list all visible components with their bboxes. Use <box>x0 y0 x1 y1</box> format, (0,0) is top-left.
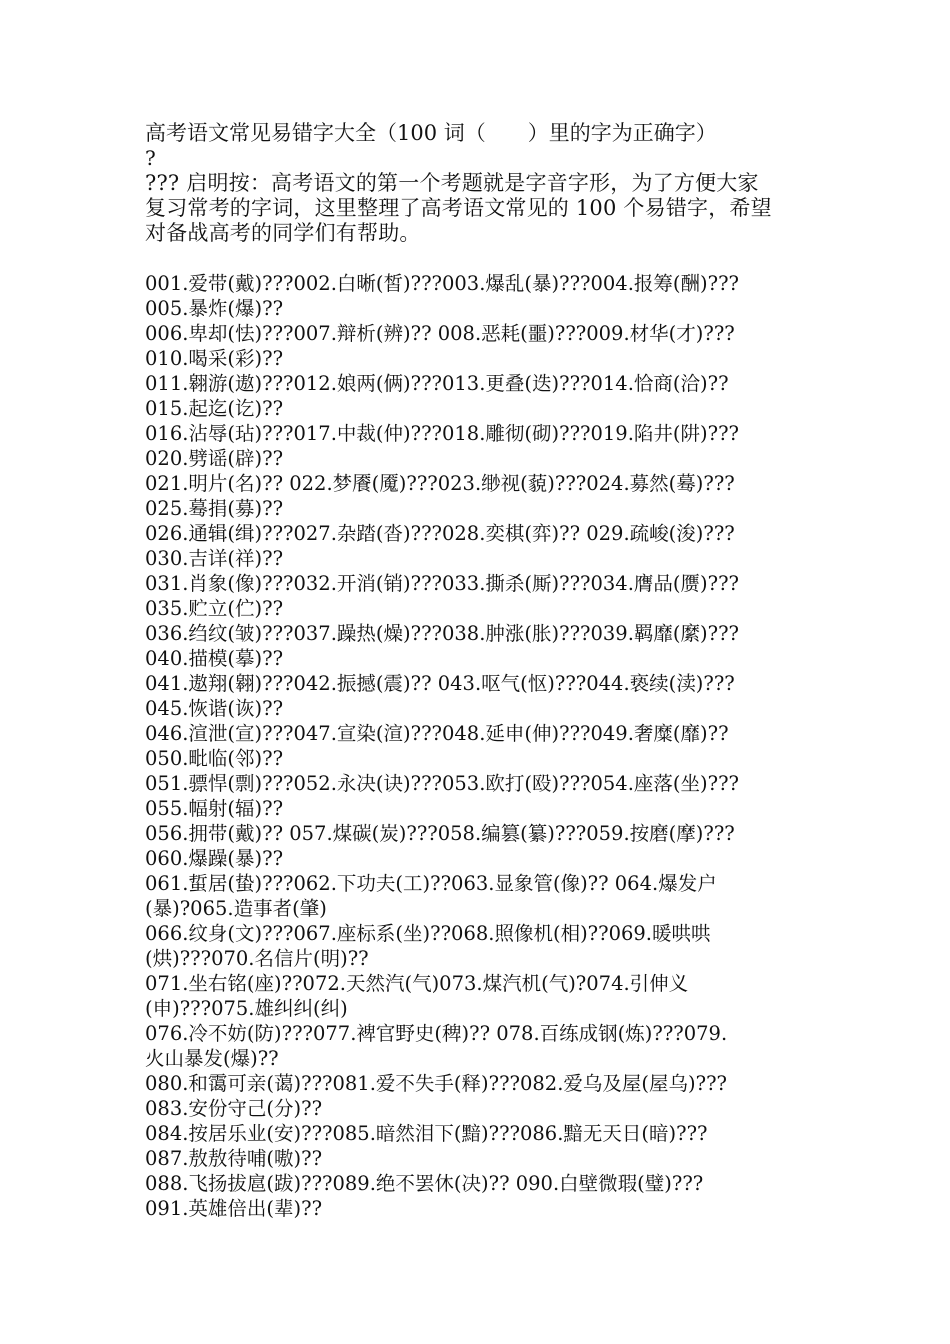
word-list-line: 026.通辑(缉)???027.杂踏(沓)???028.奕棋(弈)?? 029.疏峻(浚)??? <box>145 522 735 545</box>
word-list-line: 021.明片(名)?? 022.梦餍(魇)???023.缈视(藐)???024.募然(蓦)??? <box>145 472 735 495</box>
intro-line: 复习常考的字词，这里整理了高考语文常见的 100 个易错字，希望 <box>145 196 772 220</box>
word-list-line: 011.翱游(遨)???012.娘两(俩)???013.更叠(迭)???014.恰商(洽)?? <box>145 372 729 395</box>
word-list-line: 084.按居乐业(安)???085.暗然泪下(黯)???086.黯无天日(暗)??? <box>145 1122 708 1145</box>
word-list-line: 010.喝采(彩)?? <box>145 347 284 370</box>
word-list-line: 020.劈谣(辟)?? <box>145 447 284 470</box>
word-list-line: 050.毗临(邻)?? <box>145 747 284 770</box>
word-list-line: 056.拥带(戴)?? 057.煤碳(炭)???058.编篡(纂)???059.按磨(摩)??? <box>145 822 735 845</box>
word-list-line: 031.肖象(像)???032.开消(销)???033.撕杀(厮)???034.膺品(赝)??? <box>145 572 739 595</box>
word-list-line: 006.卑却(怯)???007.辩析(辨)?? 008.恶耗(噩)???009.材华(才)??? <box>145 322 735 345</box>
word-list-line: 001.爱带(戴)???002.白晰(皙)???003.爆乱(暴)???004.报筹(酬)??? <box>145 272 739 295</box>
word-list-line: 015.起迄(讫)?? <box>145 397 284 420</box>
word-list-line: 025.蓦捐(募)?? <box>145 497 284 520</box>
word-list-line: 036.绉纹(皱)???037.躁热(燥)???038.肿涨(胀)???039.羁靡(縻)??? <box>145 622 739 645</box>
word-list-line: 087.敖敖待哺(嗷)?? <box>145 1147 323 1170</box>
word-list-line: 005.暴炸(爆)?? <box>145 297 284 320</box>
word-list-line: (申)???075.雄纠纠(纠) <box>145 997 348 1020</box>
word-list-line: 045.恢谐(诙)?? <box>145 697 284 720</box>
word-list-line: 091.英雄倍出(辈)?? <box>145 1197 323 1220</box>
word-list-line: 061.蜇居(蛰)???062.下功夫(工)??063.显象管(像)?? 064.爆发户 <box>145 872 717 895</box>
word-list-line: 030.吉详(祥)?? <box>145 547 284 570</box>
document-title: 高考语文常见易错字大全（100 词（ ）里的字为正确字） <box>145 121 717 145</box>
word-list-line: 040.描模(摹)?? <box>145 647 284 670</box>
intro-paragraph <box>145 171 825 246</box>
word-list-line: 060.爆躁(暴)?? <box>145 847 284 870</box>
word-list-line: 071.坐右铭(座)??072.天然汽(气)073.煤汽机(气)?074.引伸义 <box>145 972 689 995</box>
word-list-line: (烘)???070.名信片(明)?? <box>145 947 369 970</box>
word-list-line: 016.沾辱(玷)???017.中裁(仲)???018.雕彻(砌)???019.陷井(阱)??? <box>145 422 739 445</box>
document-body <box>145 121 825 1221</box>
paragraph-gap <box>145 246 825 271</box>
word-list-line: 火山暴发(爆)?? <box>145 1047 279 1070</box>
intro-line: 对备战高考的同学们有帮助。 <box>145 221 421 245</box>
word-list-line: 051.骠悍(剽)???052.永决(诀)???053.欧打(殴)???054.座落(坐)??? <box>145 772 739 795</box>
word-list <box>145 271 825 1221</box>
title-continuation: ? <box>145 146 156 170</box>
word-list-line: 041.遨翔(翱)???042.振撼(震)?? 043.呕气(怄)???044.亵续(渎)??? <box>145 672 735 695</box>
word-list-line: 076.冷不妨(防)???077.裨官野史(稗)?? 078.百练成钢(炼)???079. <box>145 1022 728 1045</box>
word-list-line: 035.贮立(伫)?? <box>145 597 284 620</box>
word-list-line: 088.飞扬拔扈(跋)???089.绝不罢休(决)?? 090.白壁微瑕(璧)??? <box>145 1172 704 1195</box>
word-list-line: 080.和霭可亲(蔼)???081.爱不失手(释)???082.爱乌及屋(屋乌)??? <box>145 1072 727 1095</box>
word-list-line: 055.幅射(辐)?? <box>145 797 284 820</box>
word-list-line: 066.纹身(文)???067.座标系(坐)??068.照像机(相)??069.暖哄哄 <box>145 922 711 945</box>
word-list-line: 083.安份守己(分)?? <box>145 1097 323 1120</box>
word-list-line: (暴)?065.造事者(肇) <box>145 897 327 920</box>
intro-line: ??? 启明按：高考语文的第一个考题就是字音字形，为了方便大家 <box>145 171 759 195</box>
word-list-line: 046.渲泄(宣)???047.宣染(渲)???048.延申(伸)???049.奢糜(靡)?? <box>145 722 729 745</box>
